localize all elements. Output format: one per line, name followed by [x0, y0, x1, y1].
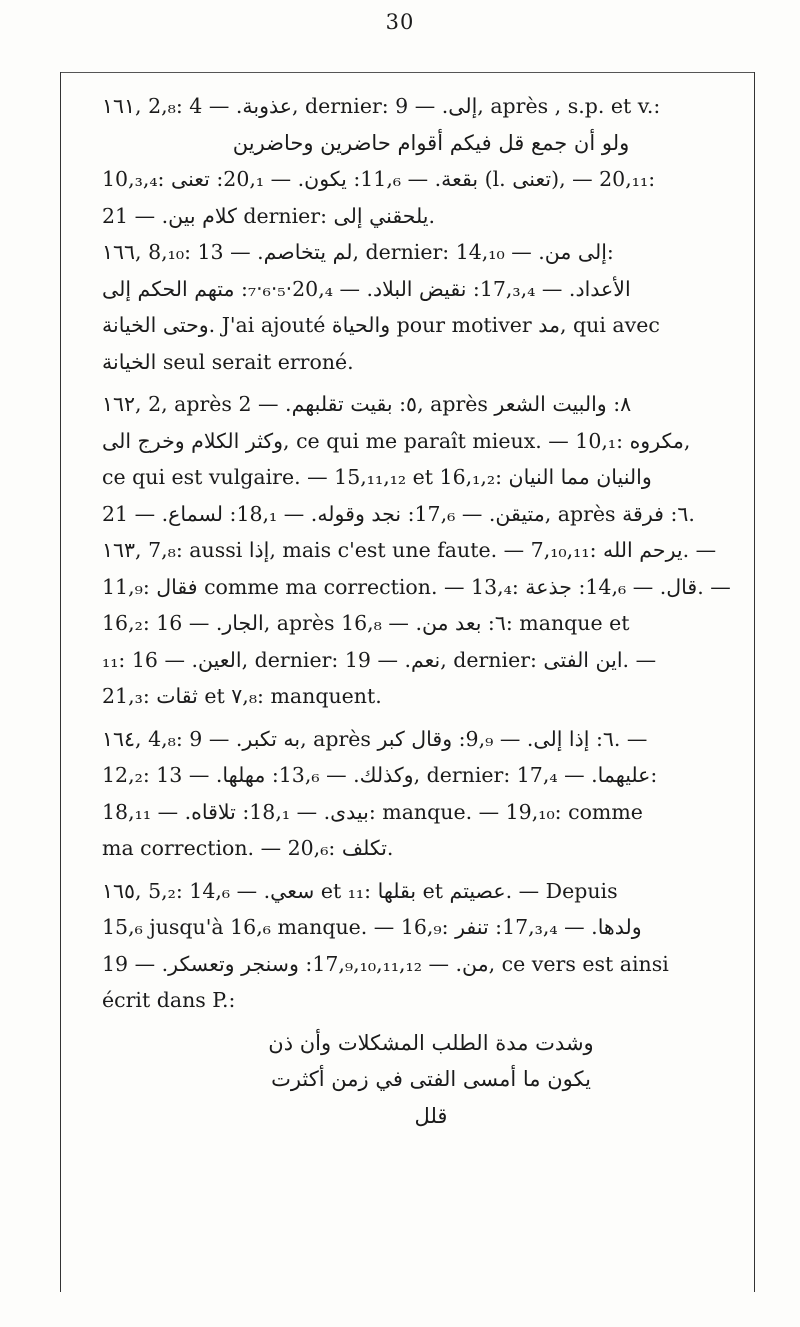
note-line: 21,₃: ثقات et ٧,₈: manquent. [102, 684, 382, 708]
note-line: 12,₂: وكذلك. — 13,₆: مهلها. — 13, dernier: عليهما. — 17,₄: [102, 763, 658, 787]
note-line: متيقن. — 17,₆: نجد وقوله. — 18,₁: لسماع. — 21, après ٦: فرقة. [102, 501, 695, 526]
note-line: ١٦٥, 5,₂: سعي. — 14,₆ et ₁₁: بقلها et عصيتم. — Depuis [102, 878, 618, 903]
notes-body [102, 88, 760, 1134]
note-line: الخيانة seul serait erroné. [102, 349, 354, 374]
page-number: 30 [385, 10, 415, 34]
note-line: ١٦٤, 4,₈: به تكبر. — 9, après ٦: إذا إلى. — 9,₉: وقال كبر. — [102, 726, 648, 751]
note-line: الأعداد. — 17,₃,₄: نقيض البلاد. — 20,₄‧₅‧₆‧₇: متهم الحكم إلى [102, 276, 631, 301]
note-line: écrit dans P.: [102, 988, 236, 1012]
arabic-line: ولو أن جمع قل فيكم أقوام حاضرين وحاضرين [232, 130, 630, 155]
verse-line: وشدت مدة الطلب المشكلات وأن ذن [268, 1030, 594, 1055]
note-line: وكثر الكلام وخرج الى, ce qui me paraît mieux. — 10,₁: مكروه, [102, 428, 691, 453]
note-line: 15,₆ jusqu'à 16,₆ manque. — 16,₉: ولدها. — 17,₃,₄: تنفر [102, 915, 642, 939]
verse-line: قلل [414, 1103, 448, 1128]
note-line: ١٦٢, 2, après ٥: بقيت تقلبهم. — 2, après ٨: والبيت الشعر [102, 392, 632, 416]
note-line: ce qui est vulgaire. — 15,₁₁,₁₂ et 16,₁,₂: والنيان مما النيان [102, 465, 652, 489]
note-line: 16,₂: الجار. — 16, après ٦: بعد من. — 16,₈: manque et [102, 611, 630, 635]
note-line: ma correction. — 20,₆: تكلف. [102, 836, 394, 860]
note-line: ١٦٣, 7,₈: aussi إذا, mais c'est une faute. — 7,₁₀,₁₁: يرحم الله. — [102, 538, 717, 562]
note-line: ١٦١, 2,₈: عذوبة. — 4, dernier: إلى. — 9, après ‎,‏ s.p. et v.: [102, 94, 661, 118]
verse-line: يكون ما أمسى الفتى في زمن أكثرت [271, 1067, 591, 1091]
note-line: ١٦٦, 8,₁₀: لم يتخاصم. — 13, dernier: إلى من. — 14,₁₀: [102, 240, 614, 264]
note-line: وحتى الخيانة. J'ai ajouté والحياة pour motiver مد, qui avec [102, 313, 660, 337]
note-line: كلام بين. — 21 dernier: يلحقني إلى. [102, 203, 435, 228]
note-line: ₁₁: العين. — 16, dernier: نعم. — 19, dernier: اين الفتى. — [102, 647, 657, 672]
note-line: 11,₉: فقال comme ma correction. — 13,₄: قال. — 14,₆: جذعة. — [102, 574, 731, 599]
note-line: 10,₃,₄: بقعة. — 11,₆: يكون. — 20,₁: تعنى (l. تعنى), — 20,₁₁: [102, 167, 656, 191]
note-line: بيدى. — 18,₁: تلاقاه. — 18,₁₁: manque. — 19,₁₀: comme [102, 799, 643, 824]
note-line: من. — 17,₉,₁₀,₁₁,₁₂: وسنجر وتعسكر. — 19, ce vers est ainsi [102, 951, 669, 976]
